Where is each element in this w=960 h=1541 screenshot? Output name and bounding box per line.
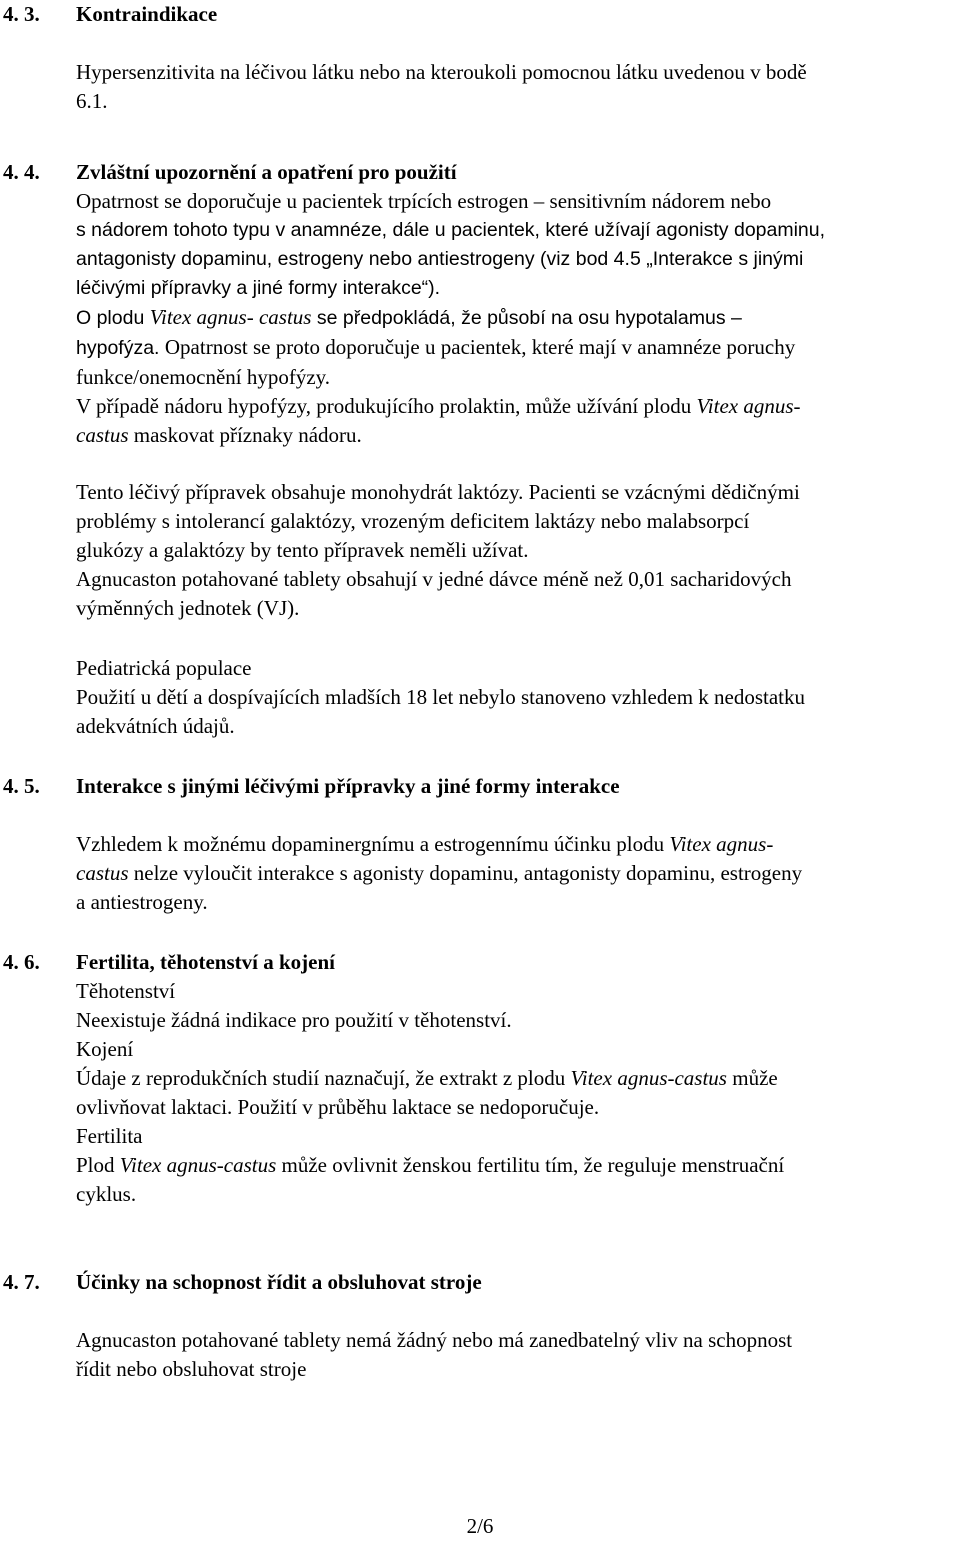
text-run: O plodu — [76, 307, 150, 329]
subheading: Kojení — [76, 1037, 134, 1061]
text-line — [76, 1064, 960, 1093]
section-title: Fertilita, těhotenství a kojení — [76, 950, 335, 974]
text-line: 6.1. — [76, 89, 108, 113]
section-title: Zvláštní upozornění a opatření pro použití — [76, 160, 457, 184]
text-line — [76, 421, 960, 450]
latin-name: castus — [76, 423, 129, 447]
section-number: 4. 6. — [3, 950, 40, 974]
text-line: ovlivňovat laktaci. Použití v průběhu laktace se nedoporučuje. — [76, 1095, 600, 1119]
subheading: Fertilita — [76, 1124, 143, 1148]
text-line: Agnucaston potahované tablety nemá žádný nebo má zanedbatelný vliv na schopnost — [76, 1328, 793, 1352]
section-number: 4. 7. — [3, 1270, 40, 1294]
text-line: adekvátních údajů. — [76, 714, 235, 738]
text-line: Hypersenzitivita na léčivou látku nebo na kteroukoli pomocnou látku uvedenou v bodě — [76, 60, 807, 84]
text-run: Údaje z reprodukčních studií naznačují, že extrakt z plodu — [76, 1066, 571, 1090]
text-run: Pacienti se vzácnými dědičnými — [528, 480, 800, 504]
section-number: 4. 3. — [3, 2, 40, 26]
text-line — [76, 1151, 960, 1180]
text-run: může ovlivnit ženskou fertilitu tím, že reguluje menstruační — [276, 1153, 785, 1177]
text-run: Opatrnost se proto doporučuje u pacientek, které mají v anamnéze poruchy — [164, 335, 796, 359]
latin-name: castus — [76, 861, 129, 885]
section-title: Účinky na schopnost řídit a obsluhovat stroje — [76, 1270, 482, 1294]
text-run: může — [726, 1066, 778, 1090]
text-line — [76, 830, 960, 859]
text-line: Použití u dětí a dospívajících mladších 18 let nebylo stanoveno vzhledem k nedostatku — [76, 685, 806, 709]
text-line: léčivými přípravky a jiné formy interakce“). — [76, 277, 441, 299]
text-line — [76, 392, 960, 421]
section-number: 4. 4. — [3, 160, 40, 184]
text-line — [76, 333, 960, 363]
text-line: funkce/onemocnění hypofýzy. — [76, 365, 331, 389]
text-line — [76, 859, 960, 888]
subheading: Těhotenství — [76, 979, 176, 1003]
section-title: Kontraindikace — [76, 2, 218, 26]
text-run: Tento léčivý přípravek obsahuje monohydrát laktózy. — [76, 480, 529, 504]
text-run: nelze vyloučit interakce s agonisty dopaminu, antagonisty dopaminu, estrogeny — [128, 861, 803, 885]
latin-name: Vitex agnus-castus — [119, 1153, 277, 1177]
text-line: a antiestrogeny. — [76, 890, 208, 914]
text-run: hypofýza. — [76, 337, 165, 359]
text-line: Opatrnost se doporučuje u pacientek trpících estrogen – sensitivním nádorem nebo — [76, 189, 772, 213]
latin-name: Vitex agnus-castus — [570, 1066, 727, 1090]
text-line: výměnných jednotek (VJ). — [76, 596, 300, 620]
text-line — [76, 478, 960, 507]
text-run: Plod — [76, 1153, 120, 1177]
text-run: se předpokládá, že působí na osu hypotalamus – — [311, 307, 742, 329]
page-number: 2/6 — [466, 1514, 494, 1538]
text-line: Agnucaston potahované tablety obsahují v jedné dávce méně než 0,01 sacharidových — [76, 567, 792, 591]
text-run: maskovat příznaky nádoru. — [128, 423, 362, 447]
text-run: Vzhledem k možnému dopaminergnímu a estrogennímu účinku plodu — [76, 832, 670, 856]
text-line: glukózy a galaktózy by tento přípravek neměli užívat. — [76, 538, 529, 562]
latin-name: Vitex agnus- — [696, 394, 801, 418]
text-line: cyklus. — [76, 1182, 137, 1206]
text-line: Neexistuje žádná indikace pro použití v těhotenství. — [76, 1008, 512, 1032]
text-line: antagonisty dopaminu, estrogeny nebo antiestrogeny (viz bod 4.5 „Interakce s jinými — [76, 248, 804, 270]
section-title: Interakce s jinými léčivými přípravky a jiné formy interakce — [76, 774, 620, 798]
latin-name: Vitex agnus- — [669, 832, 774, 856]
subheading: Pediatrická populace — [76, 656, 252, 680]
latin-name: Vitex agnus- castus — [149, 305, 312, 329]
section-number: 4. 5. — [3, 774, 40, 798]
text-line: problémy s intolerancí galaktózy, vrozeným deficitem laktázy nebo malabsorpcí — [76, 509, 750, 533]
text-line: řídit nebo obsluhovat stroje — [76, 1357, 307, 1381]
text-run: V případě nádoru hypofýzy, produkujícího prolaktin, může užívání plodu — [76, 394, 697, 418]
text-line — [76, 303, 960, 333]
text-line: s nádorem tohoto typu v anamnéze, dále u pacientek, které užívají agonisty dopaminu, — [76, 219, 826, 241]
